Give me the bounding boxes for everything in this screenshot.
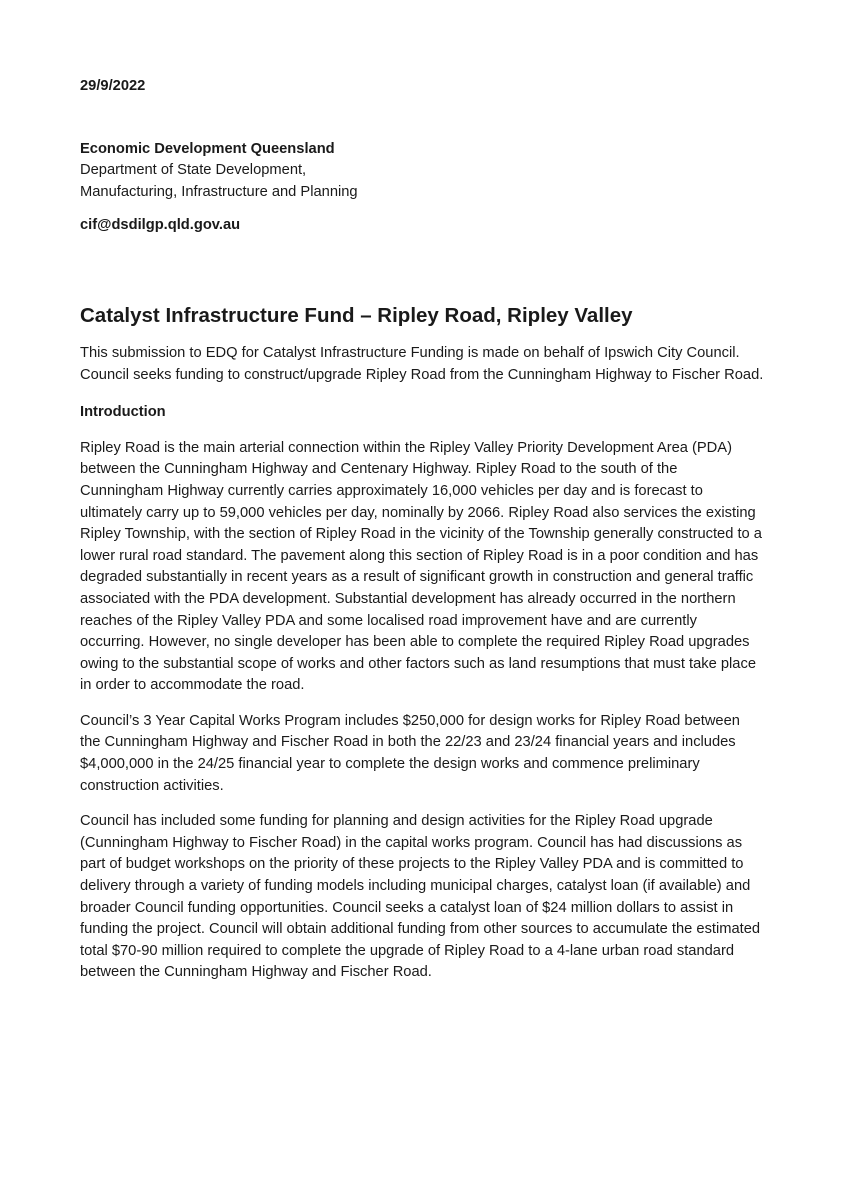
section-heading-introduction: Introduction <box>80 404 166 421</box>
document-title: Catalyst Infrastructure Fund – Ripley Road, Ripley Valley <box>80 303 633 327</box>
recipient-name: Economic Development Queensland <box>80 140 335 157</box>
submission-paragraph: This submission to EDQ for Catalyst Infrastructure Funding is made on behalf of Ipswich City Council. Council seeks funding to construct/upgrade Ripley Road from the Cunningham Highway to Fischer Road. <box>80 344 764 383</box>
body-paragraph-funding: Council has included some funding for planning and design activities for the Ripley Road upgrade (Cunningham Highway to Fischer Road) in the capital works program. Council has had discussions as part of budget workshops on the priority of these projects to the Ripley Valley PDA and is committed to delivery through a variety of funding models including municipal charges, catalyst loan (if available) and broader Council funding opportunities. Council seeks a catalyst loan of $24 million dollars to assist in funding the project. Council will obtain additional funding from other sources to accumulate the estimated total $70-90 million required to complete the upgrade of Ripley Road to a 4-lane urban road standard between the Cunningham Highway and Fischer Road. <box>80 813 761 981</box>
recipient-block <box>80 139 764 204</box>
recipient-department-line1: Department of State Development, <box>80 162 307 179</box>
recipient-department-line2: Manufacturing, Infrastructure and Planning <box>80 183 358 200</box>
body-paragraph-introduction: Ripley Road is the main arterial connection within the Ripley Valley Priority Development Area (PDA) between the Cunningham Highway and Centenary Highway. Ripley Road to the south of the Cunningham Highway currently carries approximately 16,000 vehicles per day and is forecast to ultimately carry up to 59,000 vehicles per day, nominally by 2066. Ripley Road also services the existing Ripley Township, with the section of Ripley Road in the vicinity of the Township generally constructed to a lower rural road standard. The pavement along this section of Ripley Road is in a poor condition and has degraded substantially in recent years as a result of significant growth in construction and general traffic associated with the PDA development. Substantial development has already occurred in the northern reaches of the Ripley Valley PDA and some localised road improvement have and are currently occurring. However, no single developer has been able to complete the required Ripley Road upgrades owing to the substantial scope of works and other factors such as land resumptions that must take place in order to accommodate the road. <box>80 439 762 694</box>
body-paragraph-capital-works: Council’s 3 Year Capital Works Program includes $250,000 for design works for Ripley Road between the Cunningham Highway and Fischer Road in both the 22/23 and 23/24 financial years and includes $4,000,000 in the 24/25 financial year to complete the design works and commence preliminary construction activities. <box>80 712 740 794</box>
recipient-email: cif@dsdilgp.qld.gov.au <box>80 217 241 234</box>
document-date: 29/9/2022 <box>80 78 146 94</box>
